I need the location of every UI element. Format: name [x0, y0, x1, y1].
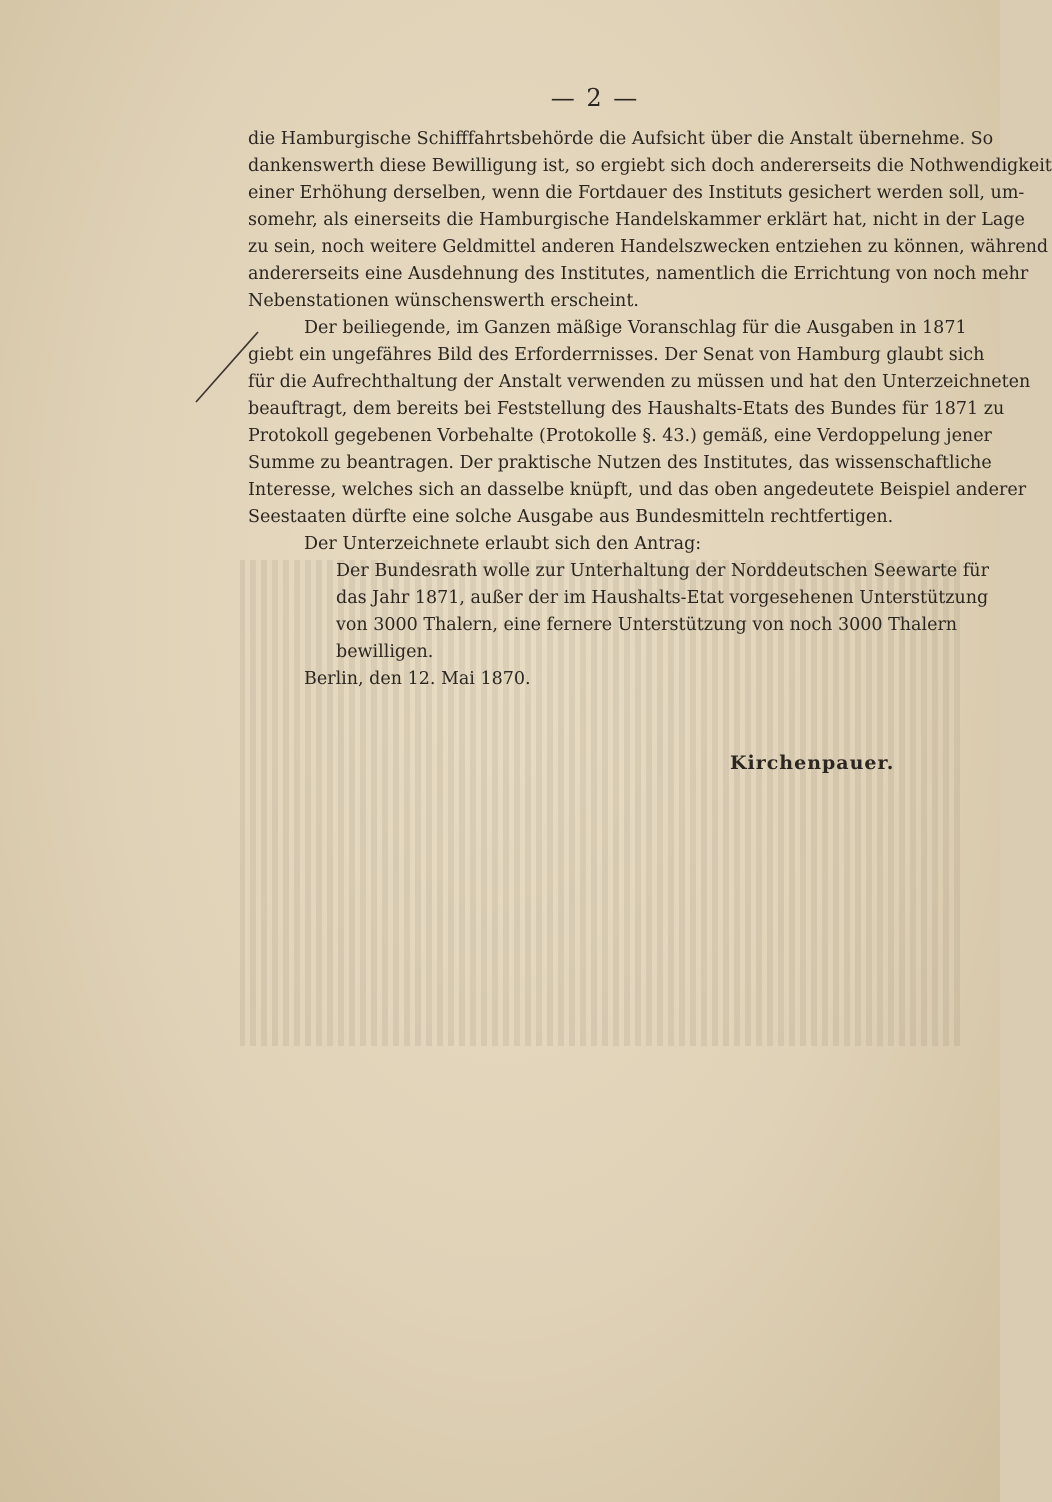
- motion-line: von 3000 Thalern, eine fernere Unterstützung von noch 3000 Thalern: [336, 615, 958, 635]
- text-line: die Hamburgische Schifffahrtsbehörde die Aufsicht über die Anstalt übernehme. So: [248, 129, 994, 149]
- text-line: Der beiliegende, im Ganzen mäßige Voranschlag für die Ausgaben in 1871: [304, 318, 967, 338]
- text-line: Seestaaten dürfte eine solche Ausgabe aus Bundesmitteln rechtfertigen.: [248, 507, 894, 527]
- text-line: giebt ein ungefähres Bild des Erforderrnisses. Der Senat von Hamburg glaubt sich: [248, 345, 985, 365]
- motion-line: das Jahr 1871, außer der im Haushalts-Etat vorgesehenen Unterstützung: [336, 588, 989, 608]
- text-line: Protokoll gegebenen Vorbehalte (Protokolle §. 43.) gemäß, eine Verdoppelung jener: [248, 426, 992, 446]
- page-number: — 2 —: [550, 84, 640, 112]
- text-line: für die Aufrechthaltung der Anstalt verwenden zu müssen und hat den Unterzeichneten: [248, 372, 1031, 392]
- text-line: Summe zu beantragen. Der praktische Nutzen des Institutes, das wissenschaftliche: [248, 453, 992, 473]
- text-line: zu sein, noch weitere Geldmittel anderen Handelszwecken entziehen zu können, während: [248, 237, 1049, 257]
- date-line: Berlin, den 12. Mai 1870.: [304, 669, 531, 689]
- text-line: dankenswerth diese Bewilligung ist, so ergiebt sich doch andererseits die Nothwendigkeit: [248, 156, 1052, 176]
- motion-line: Der Bundesrath wolle zur Unterhaltung der Norddeutschen Seewarte für: [336, 561, 989, 581]
- text-line: Der Unterzeichnete erlaubt sich den Antrag:: [304, 534, 702, 554]
- motion-line: bewilligen.: [336, 642, 434, 662]
- text-line: Nebenstationen wünschenswerth erscheint.: [248, 291, 639, 311]
- text-line: einer Erhöhung derselben, wenn die Fortdauer des Instituts gesichert werden soll, um-: [248, 183, 1025, 203]
- body-text: [248, 126, 1052, 693]
- text-line: beauftragt, dem bereits bei Feststellung des Haushalts-Etats des Bundes für 1871 zu: [248, 399, 1005, 419]
- signature: Kirchenpauer.: [730, 752, 895, 774]
- text-line: Interesse, welches sich an dasselbe knüpft, und das oben angedeutete Beispiel anderer: [248, 480, 1027, 500]
- text-line: somehr, als einerseits die Hamburgische Handelskammer erklärt hat, nicht in der Lage: [248, 210, 1025, 230]
- text-line: andererseits eine Ausdehnung des Institutes, namentlich die Errichtung von noch mehr: [248, 264, 1029, 284]
